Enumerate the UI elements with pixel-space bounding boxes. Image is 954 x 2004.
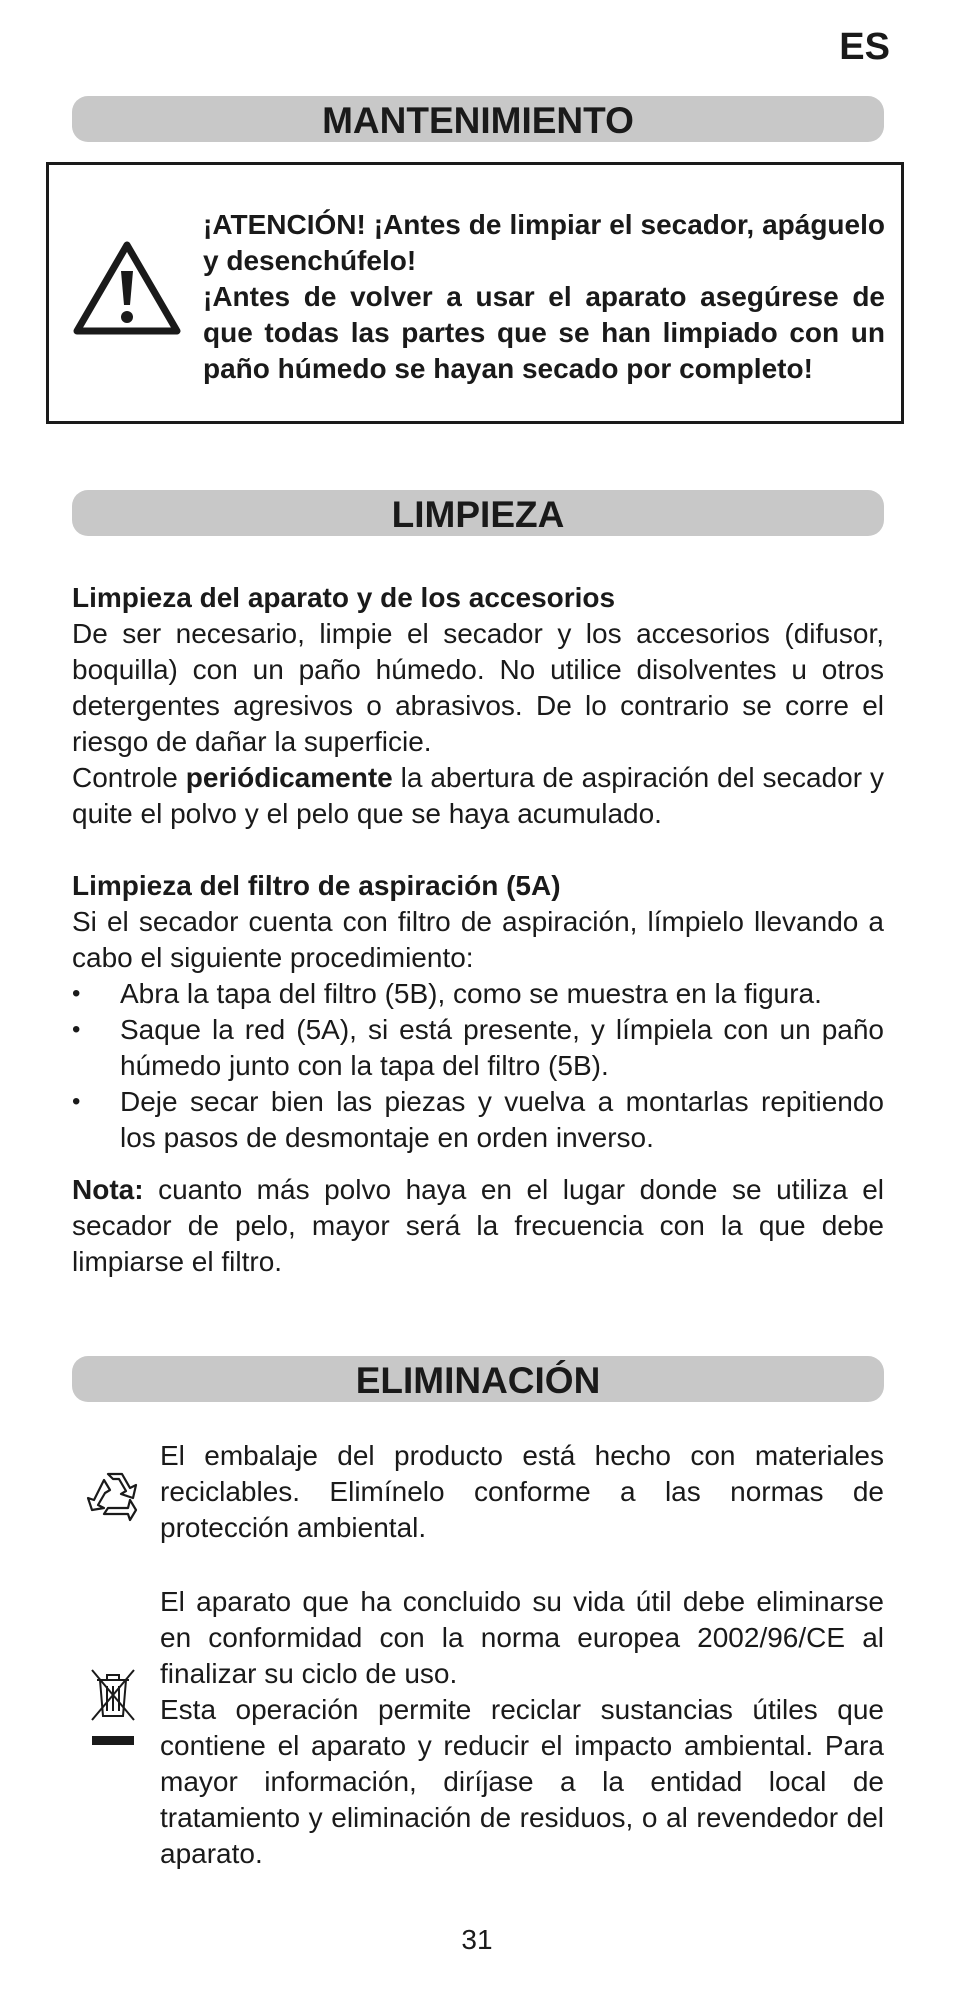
warning-triangle-icon [71,239,183,339]
disposal-text [160,1584,884,1872]
subheading-aparato: Limpieza del aparato y de los accesorios [72,582,616,613]
list-item: • Deje secar bien las piezas y vuelva a montarlas repitiendo los pasos de desmontaje en orden inverso. [72,1084,884,1156]
crossed-bin-icon [88,1666,138,1748]
note-label: Nota: [72,1174,144,1205]
warning-box [46,162,904,424]
paragraph-control [72,760,884,832]
page-number: 31 [461,1924,493,1955]
disposal-paragraph-2: Esta operación permite reciclar sustancias útiles que contiene el aparato y reducir el impacto ambiental. Para mayor información, diríjase a la entidad local de tratamiento y eliminación de residuos, o al revendedor del aparato. [160,1694,884,1869]
warning-line-2: ¡Antes de volver a usar el aparato asegúrese de que todas las partes que se han limpiado con un paño húmedo se hayan secado por completo! [203,281,885,384]
control-bold: periódicamente [185,762,393,793]
note-paragraph [72,1172,884,1280]
control-post: la abertura de aspiración del secador y quite el polvo y el pelo que se haya acumulado. [72,762,884,829]
section-title-limpieza: LIMPIEZA [72,490,884,536]
recycle-icon [84,1466,146,1526]
subheading-filtro: Limpieza del filtro de aspiración (5A) [72,870,561,901]
warning-line-1: ¡ATENCIÓN! ¡Antes de limpiar el secador, apáguelo y desenchúfelo! [203,209,885,276]
disposal-paragraph-1: El aparato que ha concluido su vida útil debe eliminarse en conformidad con la norma europea 2002/96/CE al finalizar su ciclo de uso. [160,1586,884,1689]
control-pre: Controle [72,762,186,793]
note-text: cuanto más polvo haya en el lugar donde se utiliza el secador de pelo, mayor será la frecuencia con la que debe limpiarse el filtro. [72,1174,884,1277]
list-item: • Saque la red (5A), si está presente, y límpiela con un paño húmedo junto con la tapa del filtro (5B). [72,1012,884,1084]
section-title-mantenimiento: MANTENIMIENTO [72,96,884,142]
list-item: • Abra la tapa del filtro (5B), como se muestra en la figura. [72,976,884,1012]
packaging-paragraph: El embalaje del producto está hecho con materiales reciclables. Elimínelo conforme a las normas de protección ambiental. [160,1440,884,1543]
language-code: ES [839,26,890,68]
warning-text [203,207,885,387]
paragraph-filter-intro: Si el secador cuenta con filtro de aspiración, límpielo llevando a cabo el siguiente procedimiento: [72,906,884,973]
limpieza-body [72,580,884,1280]
paragraph-cleaning: De ser necesario, limpie el secador y los accesorios (difusor, boquilla) con un paño húmedo. No utilice disolventes u otros detergentes agresivos o abrasivos. De lo contrario se corre el riesgo de dañar la superficie. [72,618,884,757]
filter-steps-list [72,976,884,1156]
section-title-eliminacion: ELIMINACIÓN [72,1356,884,1402]
